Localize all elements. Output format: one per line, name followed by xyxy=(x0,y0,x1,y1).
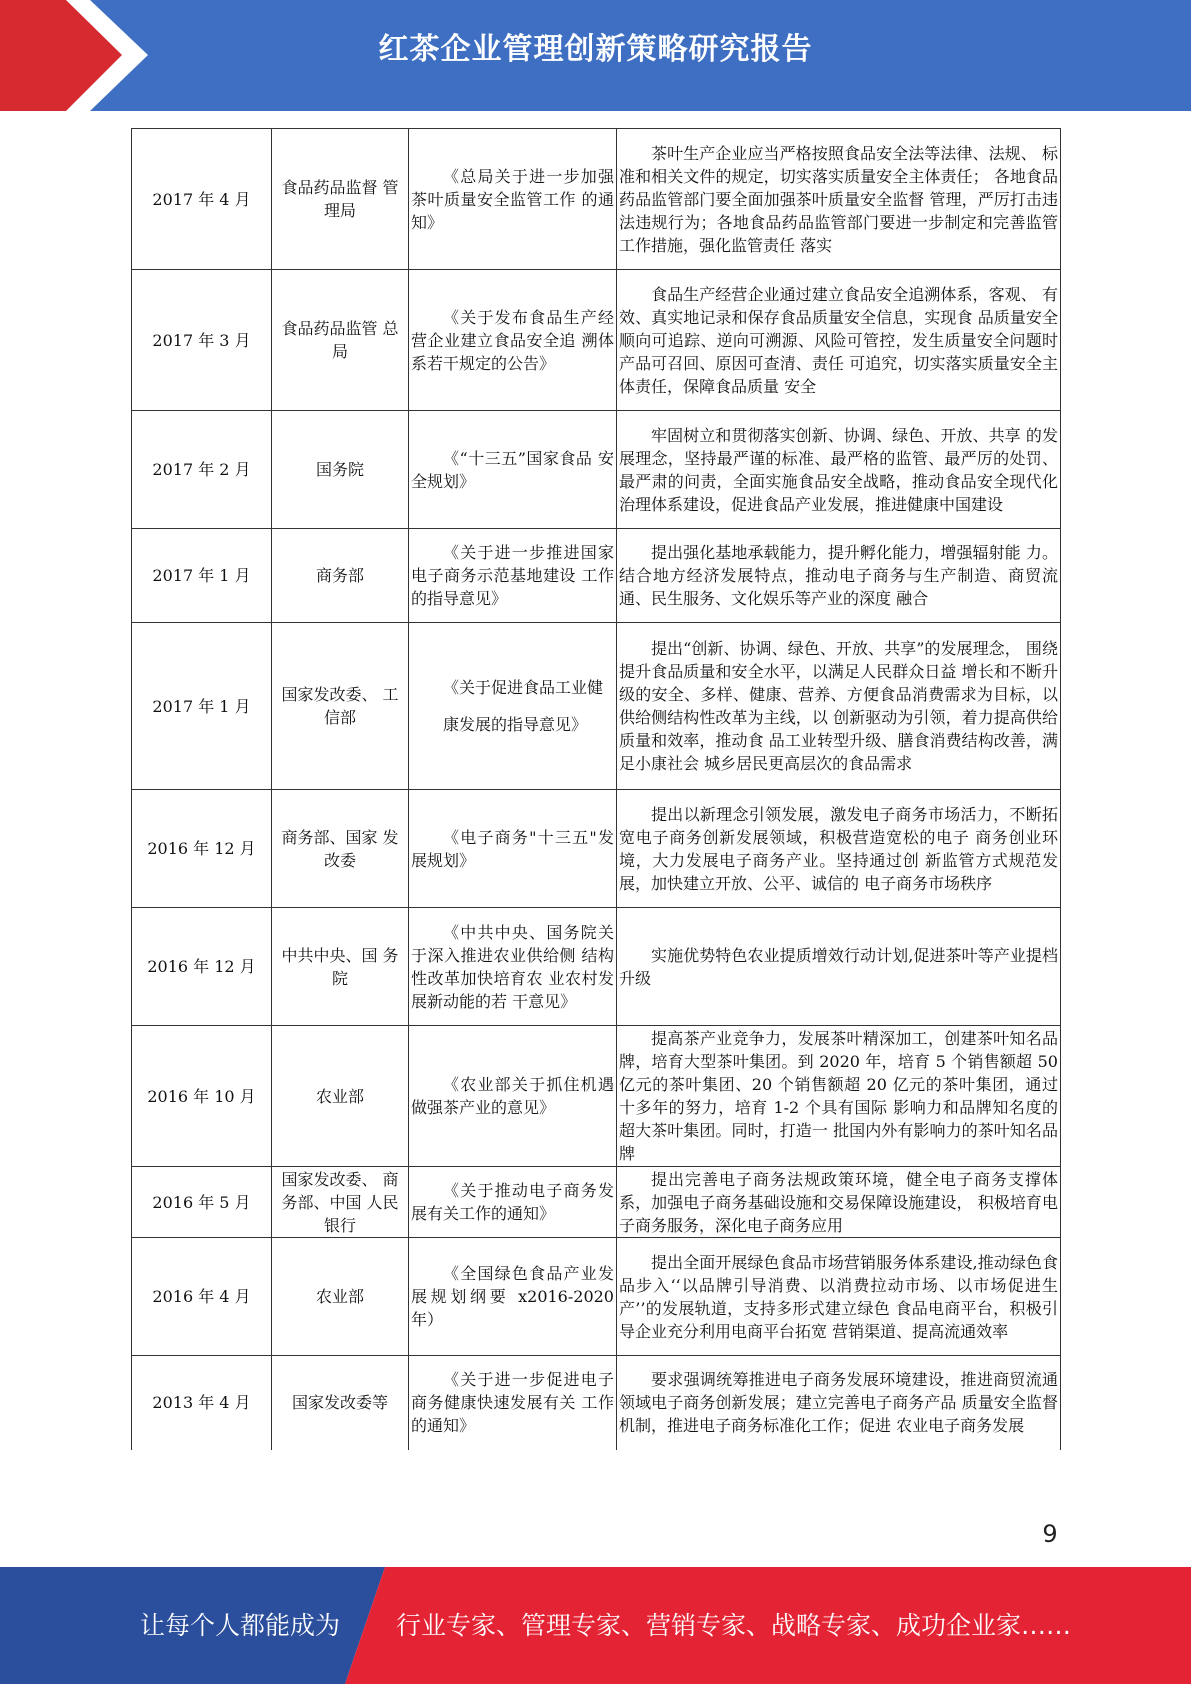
content-cell: 茶叶生产企业应当严格按照食品安全法等法律、法规、 标准和相关文件的规定，切实落实质量安全主体责任； 各地食品药品监管部门要全面加强茶叶质量安全监督 管理，严厉打击违法违规行为；各地食品药品监管部门要进一步制定和完善监管工作措施，强化监管责任 落实 xyxy=(617,129,1061,270)
department-cell: 商务部 xyxy=(272,529,409,623)
department-cell: 中共中央、国 务院 xyxy=(272,908,409,1026)
policy-table-container xyxy=(131,128,1060,1450)
department-cell: 农业部 xyxy=(272,1238,409,1356)
content-cell: 要求强调统筹推进电子商务发展环境建设，推进商贸流通领域电子商务创新发展；建立完善电子商务产品 质量安全监督机制，推进电子商务标准化工作；促进 农业电子商务发展 xyxy=(617,1356,1061,1450)
date-cell: 2017 年 1 月 xyxy=(132,529,272,623)
table-row xyxy=(132,908,1061,1026)
content-cell: 提出全面开展绿色食品市场营销服务体系建设,推动绿色食品步入‘‘以品牌引导消费、以消费拉动市场、以市场促进生产’’的发展轨道，支持多形式建立绿色 食品电商平台，积极引导企业充分利用电商平台拓宽 营销渠道、提高流通效率 xyxy=(617,1238,1061,1356)
page-header xyxy=(0,0,1191,111)
content-cell: 牢固树立和贯彻落实创新、协调、绿色、开放、共享 的发展理念，坚持最严谨的标准、最严格的监管、最严厉的处罚、最严肃的问责，全面实施食品安全战略，推动食品安全现代化治理体系建设，促进食品产业发展，推进健康中国建设 xyxy=(617,411,1061,529)
content-cell: 提出“创新、协调、绿色、开放、共享”的发展理念， 围绕提升食品质量和安全水平，以满足人民群众日益 增长和不断升级的安全、多样、健康、营养、方便食品消费需求为目标，以供给侧结构性改革为主线，以 创新驱动为引领，着力提高供给质量和效率，推动食 品工业转型升级、膳食消费结构改善，满足小康社会 城乡居民更高层次的食品需求 xyxy=(617,623,1061,790)
page-number: 9 xyxy=(1042,1520,1058,1548)
date-cell: 2016 年 10 月 xyxy=(132,1026,272,1167)
date-cell: 2013 年 4 月 xyxy=(132,1356,272,1450)
department-cell: 食品药品监督 管理局 xyxy=(272,129,409,270)
date-cell: 2016 年 4 月 xyxy=(132,1238,272,1356)
footer-slogan-lead: 让每个人都能成为 xyxy=(140,1611,341,1640)
date-cell: 2017 年 4 月 xyxy=(132,129,272,270)
report-title: 红茶企业管理创新策略研究报告 xyxy=(378,32,813,67)
content-cell: 提出完善电子商务法规政策环境，健全电子商务支撑体系，加强电子商务基础设施和交易保障设施建设， 积极培育电子商务服务，深化电子商务应用 xyxy=(617,1167,1061,1238)
document-cell xyxy=(409,623,617,790)
date-cell: 2016 年 12 月 xyxy=(132,790,272,908)
date-cell: 2017 年 3 月 xyxy=(132,270,272,411)
table-row xyxy=(132,1026,1061,1167)
table-row xyxy=(132,1356,1061,1450)
date-cell: 2017 年 1 月 xyxy=(132,623,272,790)
content-cell: 提高茶产业竞争力，发展茶叶精深加工，创建茶叶知名品牌，培育大型茶叶集团。到 2020 年，培育 5 个销售额超 50 亿元的茶叶集团、20 个销售额超 20 亿元的茶叶集团，通过十多年的努力，培育 1-2 个具有国际 影响力和品牌知名度的超大茶叶集团。同时，打造一 批国内外有影响力的茶叶知名品牌 xyxy=(617,1026,1061,1167)
policy-table xyxy=(131,128,1061,1450)
table-row xyxy=(132,270,1061,411)
table-row xyxy=(132,129,1061,270)
department-cell: 国务院 xyxy=(272,411,409,529)
document-cell: 《总局关于进一步加强 茶叶质量安全监管工作 的通知》 xyxy=(409,129,617,270)
page-footer xyxy=(0,1567,1191,1684)
content-cell: 食品生产经营企业通过建立食品安全追溯体系，客观、 有效、真实地记录和保存食品质量安全信息，实现食 品质量安全顺向可追踪、逆向可溯源、风险可管控，发生质量安全问题时产品可召回、原因可查清、责任 可追究，切实落实质量安全主体责任，保障食品质量 安全 xyxy=(617,270,1061,411)
date-cell: 2017 年 2 月 xyxy=(132,411,272,529)
department-cell: 国家发改委、 工信部 xyxy=(272,623,409,790)
table-row xyxy=(132,411,1061,529)
table-row xyxy=(132,1238,1061,1356)
document-line: 《关于促进食品工业健 xyxy=(443,678,604,697)
document-cell: 《关于进一步推进国家 电子商务示范基地建设 工作的指导意见》 xyxy=(409,529,617,623)
date-cell: 2016 年 5 月 xyxy=(132,1167,272,1238)
date-cell: 2016 年 12 月 xyxy=(132,908,272,1026)
document-cell: 《“十三五”国家食品 安全规划》 xyxy=(409,411,617,529)
footer-slogan-list: 行业专家、管理专家、营销专家、战略专家、成功企业家…… xyxy=(396,1611,1072,1640)
document-cell: 《电子商务"十三五"发展规划》 xyxy=(409,790,617,908)
department-cell: 食品药品监管 总局 xyxy=(272,270,409,411)
table-row xyxy=(132,1167,1061,1238)
table-row xyxy=(132,790,1061,908)
department-cell: 国家发改委等 xyxy=(272,1356,409,1450)
content-cell: 提出以新理念引领发展，激发电子商务市场活力，不断拓宽电子商务创新发展领域，积极营造宽松的电子 商务创业环境，大力发展电子商务产业。坚持通过创 新监管方式规范发展，加快建立开放、公平、诚信的 电子商务市场秩序 xyxy=(617,790,1061,908)
document-cell: 《中共中央、国务院关 于深入推进农业供给侧 结构性改革加快培育农 业农村发展新动能的若 干意见》 xyxy=(409,908,617,1026)
document-cell: 《关于进一步促进电子 商务健康快速发展有关 工作的通知》 xyxy=(409,1356,617,1450)
document-cell: 《关于推动电子商务发 展有关工作的通知》 xyxy=(409,1167,617,1238)
department-cell: 国家发改委、 商务部、中国 人民银行 xyxy=(272,1167,409,1238)
table-row xyxy=(132,623,1061,790)
document-cell: 《关于发布食品生产经 营企业建立食品安全追 溯体系若干规定的公告》 xyxy=(409,270,617,411)
document-cell: 《全国绿色食品产业发 展规划纲要 x2016-2020 年） xyxy=(409,1238,617,1356)
department-cell: 农业部 xyxy=(272,1026,409,1167)
document-line: 康发展的指导意见》 xyxy=(443,715,588,734)
content-cell: 实施优势特色农业提质增效行动计划,促进茶叶等产业提档升级 xyxy=(617,908,1061,1026)
document-cell: 《农业部关于抓住机遇 做强茶产业的意见》 xyxy=(409,1026,617,1167)
department-cell: 商务部、国家 发改委 xyxy=(272,790,409,908)
table-row xyxy=(132,529,1061,623)
content-cell: 提出强化基地承载能力，提升孵化能力，增强辐射能 力。结合地方经济发展特点，推动电子商务与生产制造、商贸流通、民生服务、文化娱乐等产业的深度 融合 xyxy=(617,529,1061,623)
